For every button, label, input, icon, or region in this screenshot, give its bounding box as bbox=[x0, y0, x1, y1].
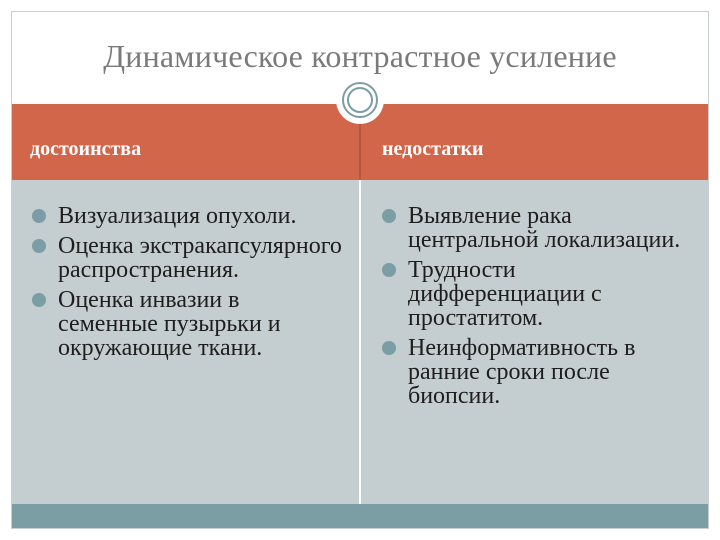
footer-band bbox=[12, 504, 708, 528]
list-item: Трудности дифференциации с простатитом. bbox=[382, 258, 698, 330]
list-item: Выявление рака центральной локализации. bbox=[382, 204, 698, 252]
circle-emblem-icon bbox=[336, 76, 384, 124]
list-item: Оценка экстракапсулярного распространения. bbox=[32, 234, 342, 282]
column-heading-advantages: достоинства bbox=[30, 138, 142, 160]
list-item: Визуализация опухоли. bbox=[32, 204, 342, 228]
list-item: Оценка инвазии в семенные пузырьки и окружающие ткани. bbox=[32, 288, 342, 360]
disadvantages-list bbox=[382, 204, 698, 414]
column-heading-disadvantages: недостатки bbox=[382, 138, 484, 160]
advantages-list bbox=[32, 204, 342, 366]
emblem-inner-ring bbox=[347, 87, 373, 113]
column-divider bbox=[359, 180, 361, 504]
list-item: Неинформативность в ранние сроки после биопсии. bbox=[382, 336, 698, 408]
slide-title: Динамическое контрастное усиление bbox=[103, 38, 617, 74]
